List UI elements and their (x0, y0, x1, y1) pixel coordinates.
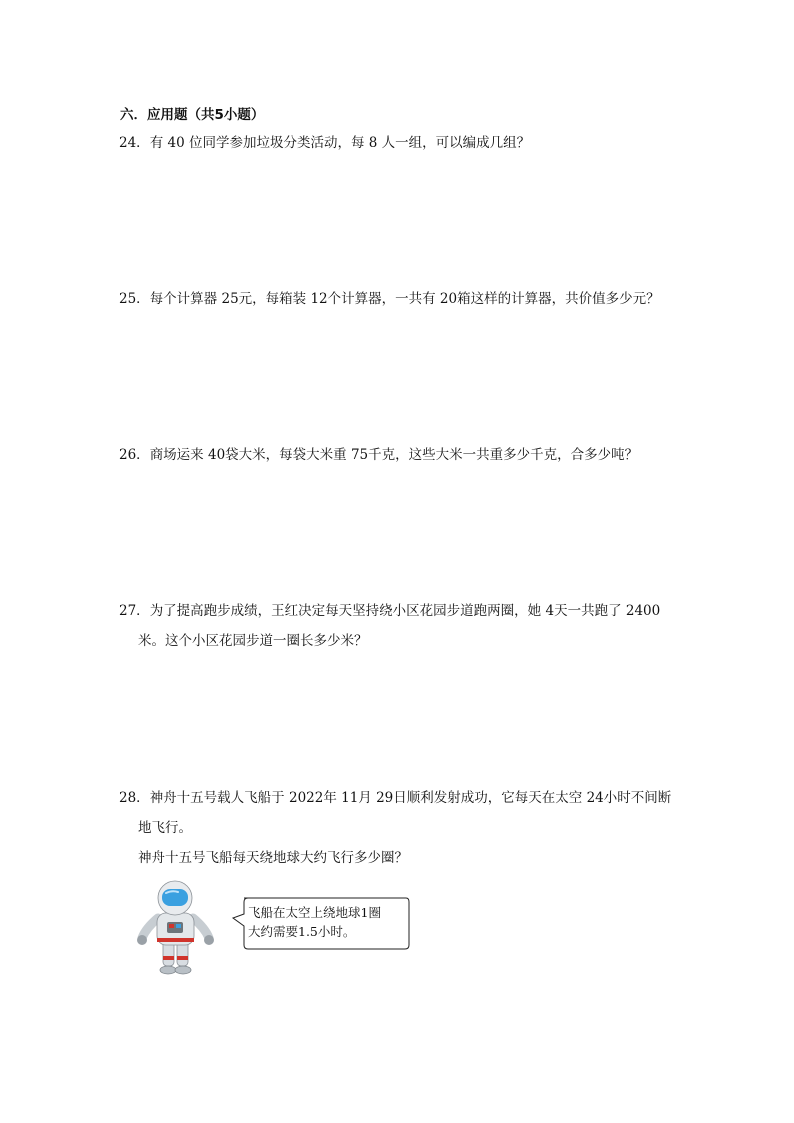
question-text: 每个计算器 25元，每箱装 12个计算器，一共有 20箱这样的计算器，共价值多少元？ (149, 291, 660, 307)
question-number: 26． (119, 447, 150, 463)
question-number: 28． (119, 790, 150, 806)
section-heading: 六．应用题（共5小题） (120, 107, 265, 123)
question-27 (119, 596, 699, 656)
question-number: 25． (119, 291, 150, 307)
question-text: 神舟十五号载人飞船于 2022年 11月 29日顺利发射成功，它每天在太空 24小时不间断 (149, 790, 672, 806)
question-25 (119, 284, 699, 314)
speech-line: 大约需要1.5小时。 (248, 924, 356, 939)
question-28 (119, 783, 699, 843)
speech-bubble-text (248, 903, 381, 941)
question-text-continued: 米。这个小区花园步道一圈长多少米？ (138, 633, 368, 649)
question-24 (119, 128, 699, 158)
question-26 (119, 440, 699, 470)
question-text: 有 40 位同学参加垃圾分类活动，每 8 人一组，可以编成几组？ (149, 135, 531, 151)
question-number: 27． (119, 603, 150, 619)
sub-question: 神舟十五号飞船每天绕地球大约飞行多少圈？ (138, 850, 408, 866)
question-text: 为了提高跑步成绩，王红决定每天坚持绕小区花园步道跑两圈，她 4天一共跑了 2400 (149, 603, 661, 619)
speech-line: 飞船在太空上绕地球1圈 (248, 905, 381, 920)
question-text-continued: 地飞行。 (138, 820, 192, 836)
question-number: 24． (119, 135, 150, 151)
question-text: 商场运来 40袋大米，每袋大米重 75千克，这些大米一共重多少千克，合多少吨？ (149, 447, 639, 463)
